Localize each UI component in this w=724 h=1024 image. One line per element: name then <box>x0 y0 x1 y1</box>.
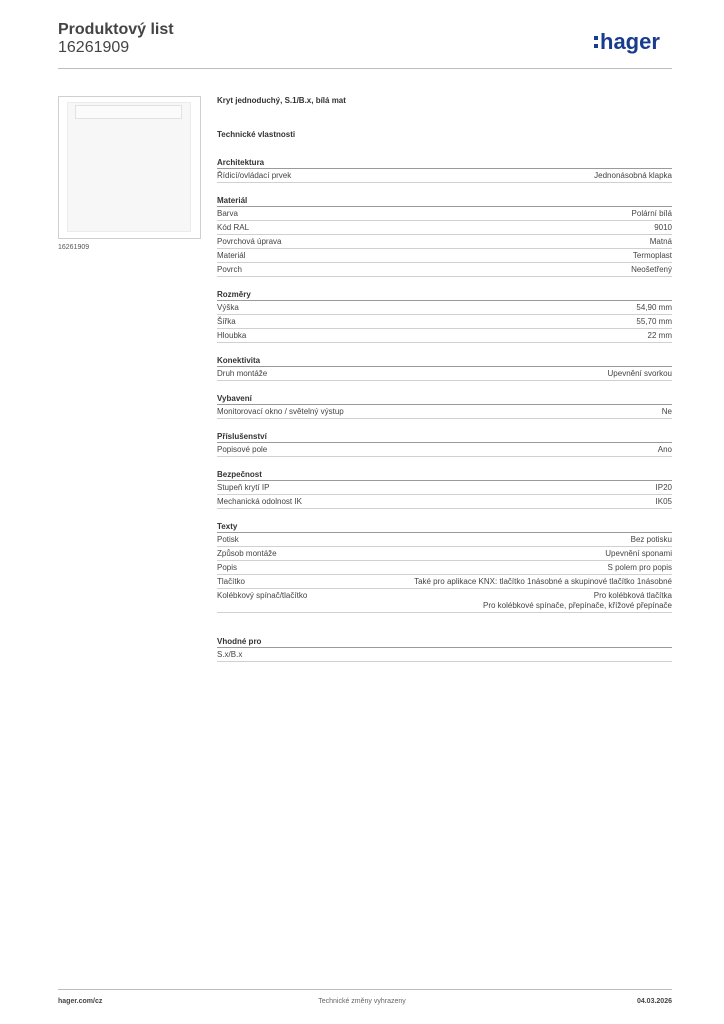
cover-plate-picture <box>67 102 191 232</box>
tech-properties-title: Technické vlastnosti <box>217 130 296 139</box>
section-gap <box>217 343 672 352</box>
spec-row <box>217 481 672 495</box>
section-title: Architektura <box>217 154 672 169</box>
spec-value: 22 mm <box>647 331 672 340</box>
image-caption: 16261909 <box>58 244 90 251</box>
specs-content <box>217 96 672 662</box>
spec-label: Řídicí/ovládací prvek <box>217 171 292 180</box>
spec-row <box>217 405 672 419</box>
section-gap <box>217 183 672 192</box>
spec-row <box>217 315 672 329</box>
spec-value: Také pro aplikace KNX: tlačítko 1násobné a skupinové tlačítko 1násobné <box>414 577 672 586</box>
section-title: Bezpečnost <box>217 466 672 481</box>
spec-label: Popisové pole <box>217 445 268 454</box>
spec-value: Termoplast <box>632 251 672 260</box>
page-title: Produktový list <box>58 21 174 38</box>
section-title: Vybavení <box>217 390 672 405</box>
spec-label: Výška <box>217 303 239 312</box>
spec-label: Popis <box>217 563 238 572</box>
spec-row <box>217 169 672 183</box>
hager-logo <box>594 26 678 56</box>
footer-note: Technické změny vyhrazeny <box>318 998 406 1005</box>
spec-row <box>217 301 672 315</box>
brand-text: hager <box>600 29 660 54</box>
spec-row <box>217 575 672 589</box>
spec-row <box>217 561 672 575</box>
spec-sections <box>217 154 672 613</box>
product-number: 16261909 <box>58 39 130 56</box>
product-image <box>58 96 201 239</box>
section-title: Rozměry <box>217 286 672 301</box>
footer-website[interactable]: hager.com/cz <box>58 998 103 1005</box>
section-title: Materiál <box>217 192 672 207</box>
section-title: Vhodné pro <box>217 633 672 648</box>
spec-value: Upevnění svorkou <box>607 369 672 378</box>
spec-value: IP20 <box>655 483 672 492</box>
spec-value: Polární bílá <box>631 209 672 218</box>
spec-value: Upevnění sponami <box>605 549 672 558</box>
section-title: Konektivita <box>217 352 672 367</box>
spec-label: Kód RAL <box>217 223 250 232</box>
spec-label: Barva <box>217 209 238 218</box>
spec-value: Jednonásobná klapka <box>594 171 672 180</box>
spec-value: 55,70 mm <box>636 317 672 326</box>
spec-value: Pro kolébková tlačítka Pro kolébkové spínače, přepínače, křížové přepínače <box>483 591 672 610</box>
spec-row <box>217 221 672 235</box>
spec-value: IK05 <box>655 497 672 506</box>
product-title: Kryt jednoduchý, S.1/B.x, bílá mat <box>217 96 346 105</box>
spec-label: S.x/B.x <box>217 650 243 659</box>
section-gap <box>217 509 672 518</box>
spec-row <box>217 547 672 561</box>
spec-row <box>217 249 672 263</box>
footer-date: 04.03.2026 <box>636 998 672 1005</box>
footer-divider <box>58 989 672 990</box>
section-gap <box>217 277 672 286</box>
section-gap <box>217 381 672 390</box>
spec-label: Způsob montáže <box>217 549 277 558</box>
spec-row <box>217 533 672 547</box>
spec-label: Druh montáže <box>217 369 268 378</box>
section-gap <box>217 419 672 428</box>
header-divider <box>58 68 672 69</box>
spec-label: Hloubka <box>217 331 247 340</box>
label-field-picture <box>75 105 182 119</box>
spec-row <box>217 235 672 249</box>
spec-value: 54,90 mm <box>636 303 672 312</box>
spec-row <box>217 589 672 613</box>
section-title: Příslušenství <box>217 428 672 443</box>
spec-row <box>217 263 672 277</box>
section-title: Texty <box>217 518 672 533</box>
spec-value: S polem pro popis <box>607 563 672 572</box>
section-gap <box>217 457 672 466</box>
spec-row <box>217 495 672 509</box>
spec-value: 9010 <box>654 223 672 232</box>
spec-row <box>217 207 672 221</box>
spec-label: Potisk <box>217 535 239 544</box>
spec-label: Kolébkový spínač/tlačítko <box>217 591 308 600</box>
spec-label: Šířka <box>217 317 236 326</box>
suitable-for-section <box>217 633 672 662</box>
spec-value: Ano <box>657 445 672 454</box>
spec-label: Stupeň krytí IP <box>217 483 270 492</box>
spec-label: Monitorovací okno / světelný výstup <box>217 407 344 416</box>
spec-row <box>217 648 672 662</box>
spec-value: Matná <box>649 237 672 246</box>
spec-row <box>217 329 672 343</box>
spec-label: Materiál <box>217 251 246 260</box>
spec-label: Mechanická odolnost IK <box>217 497 302 506</box>
spec-label: Tlačítko <box>217 577 246 586</box>
spec-row <box>217 367 672 381</box>
spec-value: Bez potisku <box>630 535 672 544</box>
spec-row <box>217 443 672 457</box>
spec-value: Neošetřený <box>631 265 672 274</box>
spec-label: Povrch <box>217 265 242 274</box>
spec-value: Ne <box>661 407 672 416</box>
spec-label: Povrchová úprava <box>217 237 282 246</box>
